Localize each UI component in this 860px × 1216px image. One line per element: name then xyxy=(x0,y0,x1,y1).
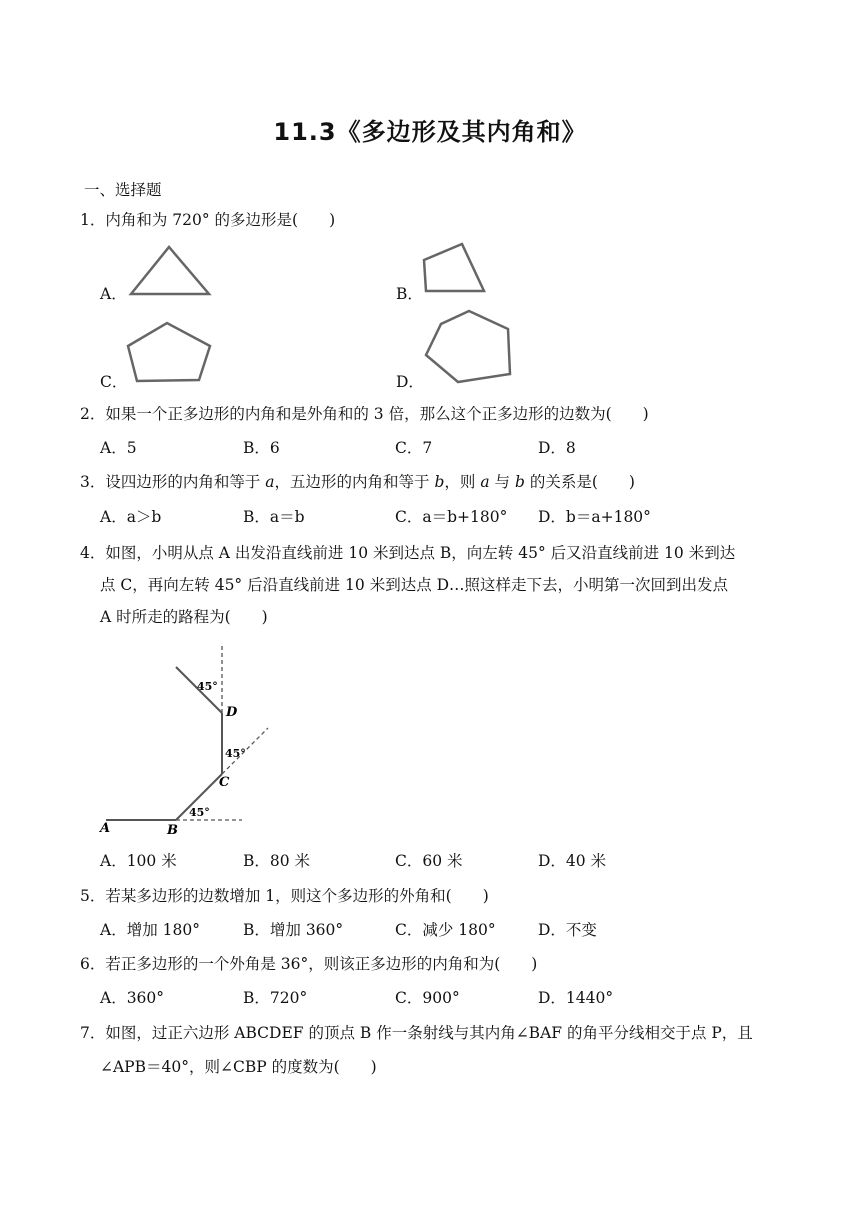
q2-option-a: A．5 xyxy=(100,439,137,457)
q3-option-a: A．a＞b xyxy=(100,508,162,526)
q2-option-d: D．8 xyxy=(538,439,576,457)
point-a-label: A xyxy=(100,821,111,836)
q1-option-b: B． xyxy=(396,285,423,303)
q3-option-c: C．a＝b+180° xyxy=(395,508,508,526)
q5-option-c: C．减少 180° xyxy=(395,921,496,939)
q2-option-c: C．7 xyxy=(395,439,433,457)
point-b-label: B xyxy=(167,823,178,838)
q3-option-b: B．a＝b xyxy=(243,508,305,526)
q4-option-c: C．60 米 xyxy=(395,852,463,870)
angle-d-label: 45° xyxy=(197,680,218,693)
q5-option-b: B．增加 360° xyxy=(243,921,344,939)
q3-option-d: D．b＝a+180° xyxy=(538,508,651,526)
question-6-stem: 6．若正多边形的一个外角是 36°，则该正多边形的内角和为( ) xyxy=(80,955,538,973)
question-7-line-2: ∠APB＝40°，则∠CBP 的度数为( ) xyxy=(100,1058,377,1076)
question-4-line-3: A 时所走的路程为( ) xyxy=(100,608,268,626)
q2-option-b: B．6 xyxy=(243,439,280,457)
question-4-line-2: 点 C，再向左转 45° 后沿直线前进 10 米到达点 D…照这样走下去，小明第一次回到出发点 xyxy=(100,576,729,594)
q4-option-a: A．100 米 xyxy=(100,852,177,870)
question-5-stem: 5．若某多边形的边数增加 1，则这个多边形的外角和( ) xyxy=(80,887,489,905)
q4-option-d: D．40 米 xyxy=(538,852,607,870)
point-d-label: D xyxy=(226,705,238,720)
q4-option-b: B．80 米 xyxy=(243,852,311,870)
question-4-line-1: 4．如图，小明从点 A 出发沿直线前进 10 米到达点 B，向左转 45° 后又沿直线前进 10 米到达 xyxy=(80,544,736,562)
q6-option-c: C．900° xyxy=(395,989,460,1007)
angle-c-label: 45° xyxy=(225,747,246,760)
q1-option-a: A． xyxy=(100,285,127,303)
q1-option-c: C． xyxy=(100,373,128,391)
question-2-stem: 2．如果一个正多边形的内角和是外角和的 3 倍，那么这个正多边形的边数为( ) xyxy=(80,405,649,423)
q6-option-b: B．720° xyxy=(243,989,308,1007)
q5-option-d: D．不变 xyxy=(538,921,597,939)
angle-b-label: 45° xyxy=(189,806,210,819)
question-7-line-1: 7．如图，过正六边形 ABCDEF 的顶点 B 作一条射线与其内角∠BAF 的角平分线相交于点 P，且 xyxy=(80,1024,753,1042)
section-heading: 一、选择题 xyxy=(84,181,162,199)
q6-option-a: A．360° xyxy=(100,989,165,1007)
page-title: 11.3《多边形及其内角和》 xyxy=(273,118,587,146)
q6-option-d: D．1440° xyxy=(538,989,614,1007)
question-3-stem: 3．设四边形的内角和等于 a，五边形的内角和等于 b，则 a 与 b 的关系是( ) xyxy=(80,473,635,491)
question-1-stem: 1．内角和为 720° 的多边形是( ) xyxy=(80,211,336,229)
q5-option-a: A．增加 180° xyxy=(100,921,200,939)
point-c-label: C xyxy=(219,775,230,790)
q1-option-d: D． xyxy=(396,373,424,391)
